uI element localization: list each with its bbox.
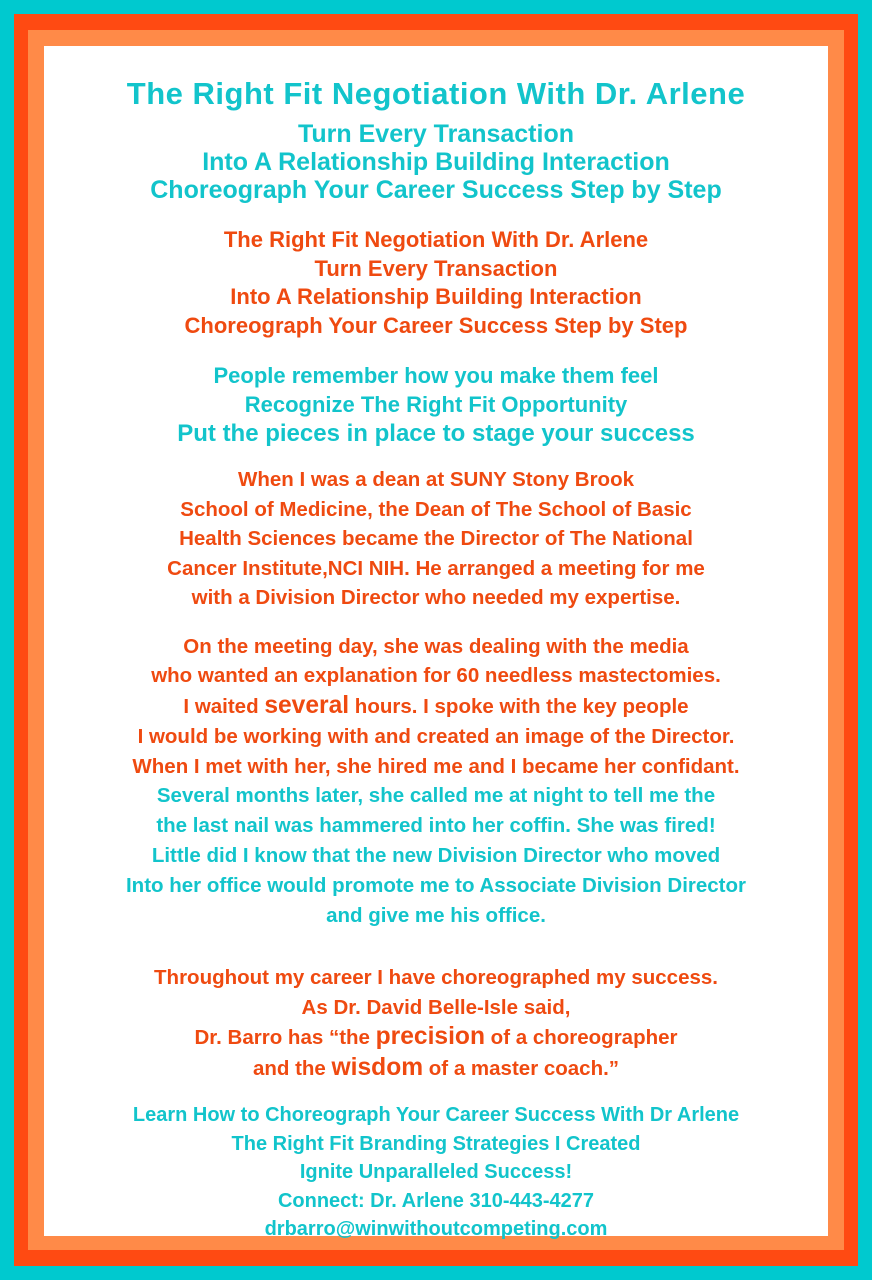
- meeting-text: hours. I spoke with the key people: [349, 695, 689, 719]
- meeting-line: I would be working with and created an image of the Director.: [137, 724, 735, 748]
- career-text: Dr. Barro has “the: [194, 1026, 376, 1050]
- later-line: and give me his office.: [326, 903, 546, 927]
- dean-story-line: When I was a dean at SUNY Stony Brook: [237, 468, 635, 491]
- career-line: As Dr. David Belle-Isle said,: [301, 995, 571, 1019]
- emphasis-wisdom: wisdom: [331, 1053, 424, 1081]
- dean-story-line: Cancer Institute,NCI NIH. He arranged a meeting for me: [167, 556, 705, 580]
- intro-red-block: [44, 226, 828, 340]
- intro-red-line: Into A Relationship Building Interaction: [230, 284, 642, 309]
- meeting-block: [44, 632, 828, 931]
- career-text: of a choreographer: [484, 1026, 678, 1050]
- emphasis-precision: precision: [375, 1023, 485, 1051]
- later-line: Several months later, she called me at night to tell me the: [156, 784, 716, 808]
- meeting-line: [44, 691, 828, 722]
- later-line: the last nail was hammered into her coffin. She was fired!: [156, 814, 716, 838]
- meeting-line: On the meeting day, she was dealing with the media: [183, 634, 689, 658]
- dean-story-block: [44, 465, 828, 613]
- remember-line: People remember how you make them feel: [213, 363, 659, 388]
- contact-line: The Right Fit Branding Strategies I Created: [231, 1132, 641, 1155]
- intro-red-line: Choreograph Your Career Success Step by Step: [184, 312, 688, 338]
- later-line: Little did I know that the new Division Director who moved: [151, 844, 721, 868]
- meeting-text: I waited: [183, 695, 265, 719]
- contact-line: Learn How to Choreograph Your Career Success With Dr Arlene: [132, 1104, 740, 1127]
- intro-red-line: The Right Fit Negotiation With Dr. Arlene: [223, 227, 649, 252]
- remember-block: [44, 361, 828, 448]
- contact-line: Ignite Unparalleled Success!: [299, 1161, 573, 1184]
- emphasis-several: several: [264, 692, 350, 720]
- dean-story-line: with a Division Director who needed my expertise.: [191, 586, 681, 609]
- remember-line: Recognize The Right Fit Opportunity: [244, 392, 628, 417]
- later-line: Into her office would promote me to Associate Division Director: [125, 873, 747, 897]
- poster-title: The Right Fit Negotiation With Dr. Arlene: [126, 76, 746, 111]
- career-block: [44, 963, 828, 1083]
- intro-red-line: Turn Every Transaction: [314, 255, 558, 281]
- contact-email: drbarro@winwithoutcompeting.com: [264, 1218, 608, 1241]
- remember-line: Put the pieces in place to stage your success: [177, 420, 695, 447]
- career-line: [44, 1022, 828, 1053]
- career-line: [44, 1053, 828, 1084]
- career-text: and the: [252, 1056, 332, 1080]
- dean-story-line: School of Medicine, the Dean of The School of Basic: [180, 497, 692, 521]
- contact-block: [44, 1101, 828, 1244]
- dean-story-line: Health Sciences became the Director of The National: [179, 527, 693, 550]
- meeting-line: When I met with her, she hired me and I became her confidant.: [132, 754, 740, 778]
- intro-teal-block: [44, 120, 828, 204]
- career-text: of a master coach.”: [423, 1056, 620, 1080]
- contact-phone: Connect: Dr. Arlene 310-443-4277: [277, 1189, 595, 1212]
- intro-teal-line: Into A Relationship Building Interaction: [202, 148, 670, 176]
- poster-panel: [44, 46, 828, 1241]
- intro-teal-line: Choreograph Your Career Success Step by Step: [150, 176, 722, 204]
- career-line: Throughout my career I have choreographed my success.: [154, 966, 718, 990]
- meeting-line: who wanted an explanation for 60 needless mastectomies.: [151, 664, 721, 688]
- intro-teal-line: Turn Every Transaction: [297, 120, 574, 148]
